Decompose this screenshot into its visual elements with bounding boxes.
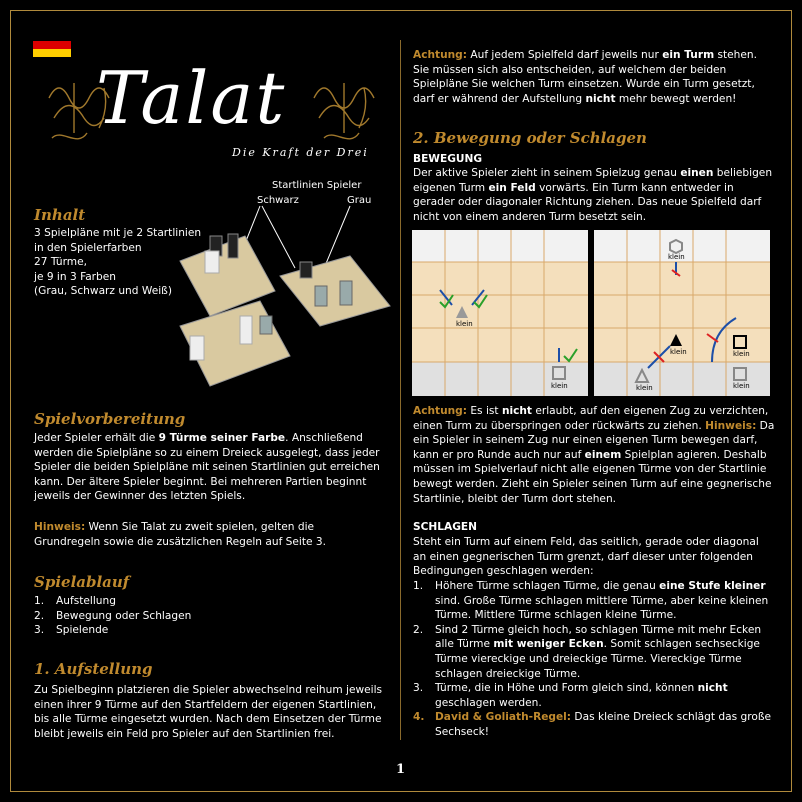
achtung1-text: [413, 48, 773, 106]
logo-subtitle: Die Kraft der Drei: [232, 146, 369, 159]
aufstellung-heading: 1. Aufstellung: [34, 660, 153, 678]
list-text: Höhere Türme schlagen Türme, die genau: [435, 580, 660, 592]
inhalt-line: in den Spielerfarben: [34, 241, 142, 254]
list-item: 2. Sind 2 Türme gleich hoch, so schlagen Türme mit mehr Ecken alle Türme mit weniger Ecken. Somit schlagen sechseckige Türme viereckige und dreieckige Türme. Viereckige Türme schlagen dreieckige Türme.: [413, 623, 762, 680]
list-item: [34, 623, 334, 638]
achtung-text-part: mehr bewegt werden!: [615, 92, 737, 105]
vorbereitung-text-part: Jeder Spieler erhält die: [34, 432, 159, 444]
vorbereitung-text-part: . Anschließend werden die Spielpläne so zu einem Dreieck ausgelegt, dass jeder Spieler die beiden Spielpläne mit seinen Startlinien gut erreichen kann. Der ältere Spieler beginnt. Bei mehreren Partien beginnt jeweils der Gewinner des letzten Spiels.: [34, 432, 380, 503]
achtung-text-part: Auf jedem Spielfeld darf jeweils nur: [467, 49, 663, 61]
piece-label: klein: [456, 320, 473, 328]
hinweis-label: Hinweis:: [705, 419, 757, 432]
bewegung-text: [413, 166, 773, 224]
list-number: 1.: [34, 595, 45, 607]
list-text: Bewegung oder Schlagen: [56, 609, 192, 622]
list-number: 3.: [34, 624, 45, 637]
bewegung-text-part: Der aktive Spieler zieht in seinem Spielzug genau: [413, 167, 681, 179]
piece-label: klein: [670, 348, 687, 356]
bewegung-text-part: beliebigen eigenen Turm: [413, 167, 773, 194]
list-item: [34, 594, 334, 609]
list-item: 3. Türme, die in Höhe und Form gleich sind, können nicht geschlagen werden.: [413, 682, 728, 709]
achtung-text-part: stehen. Sie müssen sich also entscheiden, auf welchem der beiden Spielpläne Sie welchen Turm einsetzen. Wurde ein Turm gesetzt, darf er während der Aufstellung: [413, 49, 757, 105]
piece-label: klein: [636, 384, 653, 392]
list-text: Aufstellung: [56, 595, 116, 607]
achtung-label: Achtung:: [413, 405, 467, 417]
list-bold: mit weniger Ecken: [493, 638, 604, 651]
list-text: Türme, die in Höhe und Form gleich sind, können: [435, 682, 698, 695]
inhalt-line: je 9 in 3 Farben: [34, 270, 116, 283]
vorbereitung-text: [34, 431, 380, 504]
movement-board-diagram: [412, 230, 588, 396]
list-item: 1. Höhere Türme schlagen Türme, die genau eine Stufe kleiner sind. Große Türme schlagen mittlere Türme, aber keine kleinen Türme. Mittlere Türme schlagen kleine Türme.: [413, 580, 769, 622]
hinweis-label: Hinweis:: [34, 521, 86, 533]
list-text: geschlagen werden.: [435, 696, 542, 709]
bewegung-heading: 2. Bewegung oder Schlagen: [413, 129, 647, 147]
logo-title: Talat: [96, 56, 287, 140]
achtung-label: Achtung:: [413, 49, 467, 61]
achtung-text-part: Es ist: [467, 405, 502, 417]
list-bold: nicht: [697, 682, 728, 695]
startlinien-left: Schwarz: [257, 195, 299, 206]
list-item: [34, 609, 334, 624]
hinweis-text: Wenn Sie Talat zu zweit spielen, gelten die Grundregeln sowie die zusätzlichen Regeln auf Seite 3.: [34, 521, 327, 548]
hinweis-bold: einem: [584, 448, 622, 461]
piece-label: klein: [668, 253, 685, 261]
list-text: sind. Große Türme schlagen mittlere Türme, aber keine kleinen Türme. Mittlere Türme schlagen kleine Türme.: [435, 594, 769, 622]
list-bold: eine Stufe kleiner: [659, 580, 766, 592]
inhalt-line: (Grau, Schwarz und Weiß): [34, 285, 172, 298]
list-item: 4. David & Goliath-Regel: Das kleine Dreieck schlägt das große Sechseck!: [413, 711, 772, 738]
ablauf-list: [34, 594, 334, 638]
vorbereitung-heading: Spielvorbereitung: [34, 410, 186, 428]
schlagen-intro: Steht ein Turm auf einem Feld, das seitlich, gerade oder diagonal an einen gegnerischen Turm grenzt, darf dieser unter folgenden Bedingungen geschlagen werden:: [413, 536, 759, 578]
bewegung-subheading: BEWEGUNG: [413, 153, 483, 165]
page-number: 1: [396, 762, 406, 777]
david-goliath-label: David & Goliath-Regel:: [435, 711, 572, 724]
piece-label: klein: [733, 382, 750, 390]
list-text: Sind 2 Türme gleich hoch, so schlagen Türme mit mehr Ecken alle Türme: [435, 623, 762, 651]
schlagen-list: [413, 579, 775, 740]
list-text: Spielende: [56, 624, 109, 637]
capture-board-diagram: [594, 230, 770, 396]
achtung-bold: nicht: [501, 405, 532, 417]
achtung-text-part: erlaubt, auf den eigenen Zug zu verzichten, einen Turm zu überspringen oder rückwärts zu ziehen.: [413, 405, 769, 432]
piece-label: klein: [733, 350, 750, 358]
inhalt-line: 3 Spielpläne mit je 2 Startlinien: [34, 227, 202, 239]
vorbereitung-bold: 9 Türme seiner Farbe: [158, 432, 286, 444]
achtung2-text: [413, 404, 775, 506]
list-text: Das kleine Dreieck schlägt das große Sechseck!: [435, 711, 772, 738]
list-text: . Somit schlagen sechseckige Türme viereckige und dreieckige Türme. Viereckige Türme schlagen dreieckige Türme.: [435, 638, 760, 680]
hinweis-text: Da ein Spieler in seinem Zug nur einen eigenen Turm bewegen darf, kann er pro Runde auch nur auf: [413, 419, 775, 461]
ablauf-heading: Spielablauf: [34, 573, 130, 591]
startlinien-right: Grau: [347, 195, 372, 206]
hinweis-text: Spielplan agieren. Deshalb müssen im Spielverlauf nicht alle eigenen Türme von der Startlinie bewegt werden. Zieht ein Spieler seinen Turm auf eine gegnerische Startlinie, bleibt der Turm dort stehen.: [413, 448, 772, 505]
column-divider: [400, 40, 401, 740]
inhalt-heading: Inhalt: [34, 206, 86, 224]
bewegung-bold: einen: [680, 167, 714, 179]
achtung-bold: ein Turm: [662, 49, 715, 61]
german-flag-icon: [33, 33, 71, 57]
aufstellung-text: Zu Spielbeginn platzieren die Spieler abwechselnd reihum jeweils einen ihrer 9 Türme auf den Startfeldern der eigenen Startlinien, bis alle Türme eingesetzt wurden. Nach dem Einsetzen der Türme bleibt jeweils ein Feld pro Spieler auf den Startlinien frei.: [34, 684, 383, 740]
schlagen-subheading: SCHLAGEN: [413, 521, 478, 533]
achtung-bold: nicht: [585, 92, 616, 105]
vorbereitung-hinweis: [34, 520, 380, 549]
bewegung-text-part: vorwärts. Ein Turm kann entweder in gerader oder diagonaler Richtung ziehen. Das neue Spielfeld darf nicht von einem anderen Turm besetzt sein.: [413, 181, 762, 223]
list-number: 2.: [34, 609, 45, 622]
bewegung-bold: ein Feld: [488, 181, 536, 194]
startlinien-heading: Startlinien Spieler: [272, 180, 362, 191]
inhalt-line: 27 Türme,: [34, 256, 87, 269]
piece-label: klein: [551, 382, 568, 390]
game-board-illustration: [150, 196, 396, 396]
